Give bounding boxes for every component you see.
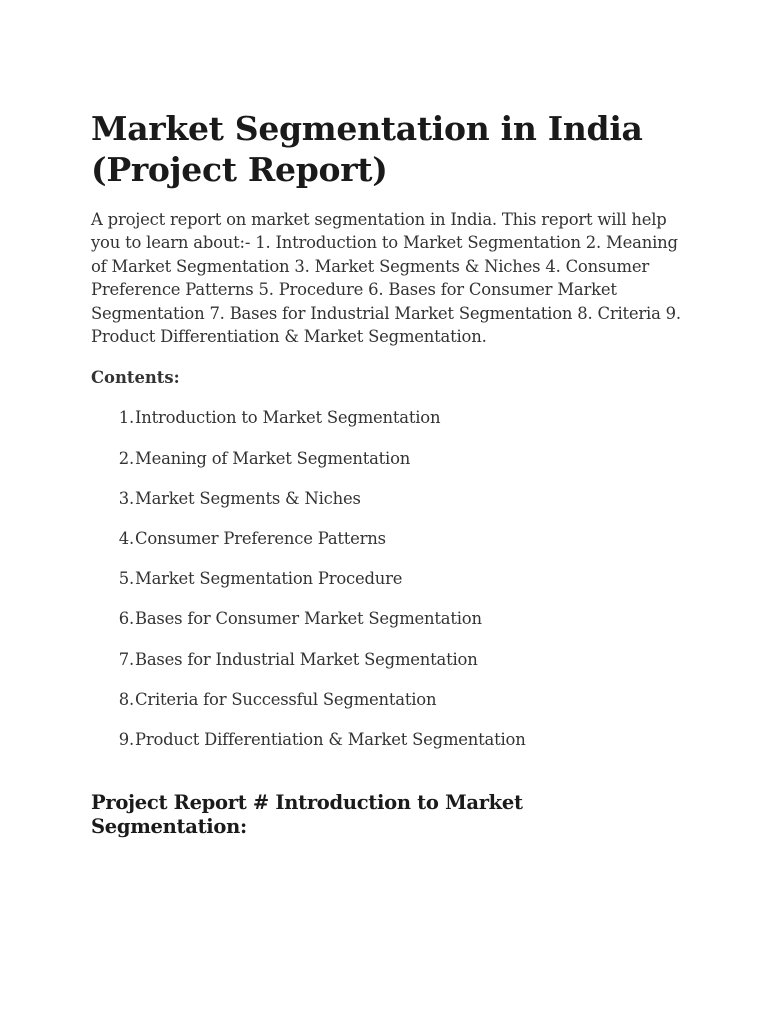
- contents-item-number: 5.: [118, 569, 134, 589]
- contents-item-text: Product Differentiation & Market Segmentation: [135, 729, 526, 749]
- contents-item-number: 4.: [118, 529, 134, 548]
- contents-item-text: Meaning of Market Segmentation: [135, 448, 411, 468]
- contents-item-text: Bases for Consumer Market Segmentation: [135, 609, 482, 629]
- contents-item: [91, 688, 691, 711]
- contents-item: [91, 447, 691, 470]
- contents-item: [91, 567, 691, 590]
- contents-list: [91, 406, 691, 751]
- contents-item-text: Bases for Industrial Market Segmentation: [135, 649, 478, 669]
- contents-item-number: 1.: [118, 408, 134, 428]
- contents-item-number: 7.: [118, 649, 134, 669]
- contents-item-text: Consumer Preference Patterns: [135, 529, 386, 548]
- contents-item: [91, 406, 691, 429]
- contents-item: [91, 487, 691, 510]
- contents-item-number: 6.: [118, 609, 134, 629]
- contents-item-text: Market Segments & Niches: [135, 488, 361, 508]
- document-title: Market Segmentation in India (Project Report): [91, 109, 643, 189]
- contents-item: [91, 728, 691, 751]
- contents-item: [91, 648, 691, 671]
- contents-item: [91, 607, 691, 630]
- contents-item-text: Introduction to Market Segmentation: [135, 408, 441, 428]
- contents-item-number: 2.: [118, 448, 134, 468]
- contents-item-number: 8.: [118, 689, 134, 709]
- contents-item-number: 3.: [118, 488, 134, 508]
- contents-item: [91, 527, 691, 550]
- contents-item-number: 9.: [118, 729, 134, 749]
- contents-item-text: Criteria for Successful Segmentation: [135, 689, 437, 709]
- document-page: [91, 108, 691, 840]
- intro-paragraph: A project report on market segmentation in India. This report will help you to learn about:- 1. Introduction to Market Segmentation 2. Meaning of Market Segmentation 3. Market Segments & Niches 4. Consumer Preference Patterns 5. Procedure 6. Bases for Consumer Market Segmentation 7. Bases for Industrial Market Segmentation 8. Criteria 9. Product Differentiation & Market Segmentation.: [91, 210, 681, 347]
- contents-label: Contents:: [91, 368, 180, 388]
- section-heading: Project Report # Introduction to Market Segmentation:: [91, 790, 523, 839]
- contents-item-text: Market Segmentation Procedure: [135, 569, 403, 589]
